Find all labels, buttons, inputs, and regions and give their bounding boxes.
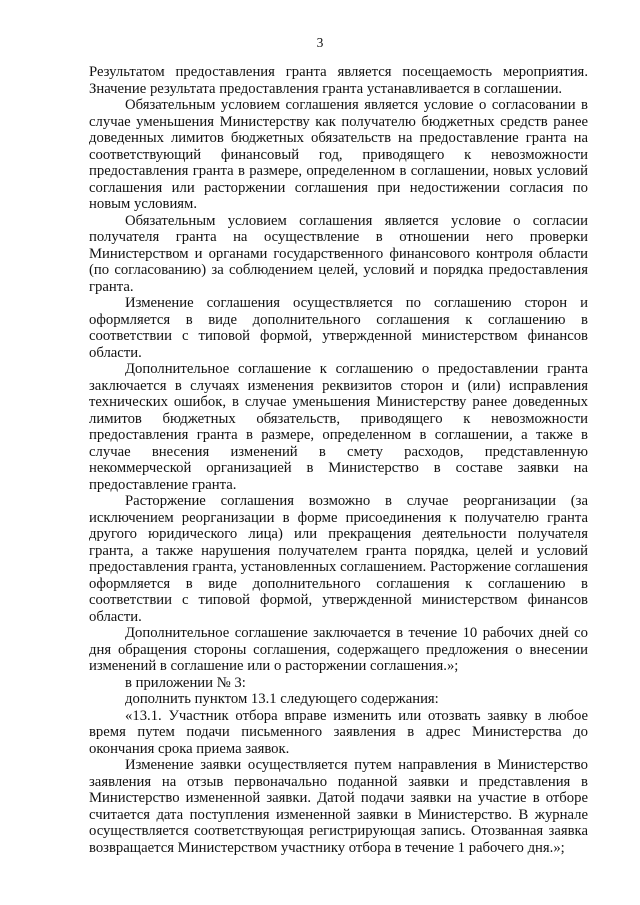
paragraph: Результатом предоставления гранта является посещаемость мероприятия. Значение результата предоставления гранта устанавливается в соглашении.	[89, 64, 588, 97]
paragraph: Дополнительное соглашение заключается в течение 10 рабочих дней со дня обращения стороны соглашения, содержащего предложения о внесении изменений в соглашение или о расторжении соглашения.»;	[89, 625, 588, 674]
paragraph: дополнить пунктом 13.1 следующего содержания:	[125, 691, 439, 707]
paragraph: Расторжение соглашения возможно в случае реорганизации (за исключением реорганизации в форме присоединения к получателю гранта другого юридического лица) или прекращения деятельности получателя гранта, а также нарушения получателем гранта порядка, целей и условий предоставления гранта, установленных соглашением. Расторжение соглашения оформляется в виде дополнительного соглашения к соглашению в соответствии с типовой формой, утвержденной министерством финансов области.	[89, 493, 588, 625]
paragraph: Дополнительное соглашение к соглашению о предоставлении гранта заключается в случаях изменения реквизитов сторон и (или) исправления технических ошибок, в случае уменьшения Министерству ранее доведенных лимитов бюджетных обязательств, приводящего к невозможности предоставления гранта в размере, определенном в соглашении, а также в случае внесения изменений в смету расходов, представленную некоммерческой организацией в Министерство в составе заявки на предоставление гранта.	[89, 361, 588, 493]
page-number: 3	[316, 35, 324, 50]
paragraph: в приложении № 3:	[125, 674, 246, 691]
document-body	[89, 64, 588, 856]
paragraph: Изменение соглашения осуществляется по соглашению сторон и оформляется в виде дополнительного соглашения к соглашению в соответствии с типовой формой, утвержденной министерством финансов области.	[89, 295, 588, 361]
paragraph: Обязательным условием соглашения является условие о согласии получателя гранта на осуществление в отношении него проверки Министерством и органами государственного финансового контроля области (по согласованию) за соблюдением целей, условий и порядка предоставления гранта.	[89, 212, 588, 295]
paragraph: Изменение заявки осуществляется путем направления в Министерство заявления на отзыв первоначально поданной заявки и представления в Министерство измененной заявки. Датой подачи заявки на участие в отборе считается дата поступления измененной заявки в Министерство. В журнале осуществляется соответствующая регистрирующая запись. Отозванная заявка возвращается Министерством участнику отбора в течение 1 рабочего дня.»;	[89, 757, 588, 856]
paragraph: Обязательным условием соглашения является условие о согласовании в случае уменьшения Министерству как получателю бюджетных средств ранее доведенных лимитов бюджетных обязательств на предоставление гранта на соответствующий финансовый год, приводящего к невозможности предоставления гранта в размере, определенном в соглашении, новых условий соглашения или расторжении соглашения при недостижении согласия по новым условиям.	[89, 97, 588, 212]
paragraph: «13.1. Участник отбора вправе изменить или отозвать заявку в любое время путем подачи письменного заявления в адрес Министерства до окончания срока приема заявок.	[89, 707, 588, 757]
